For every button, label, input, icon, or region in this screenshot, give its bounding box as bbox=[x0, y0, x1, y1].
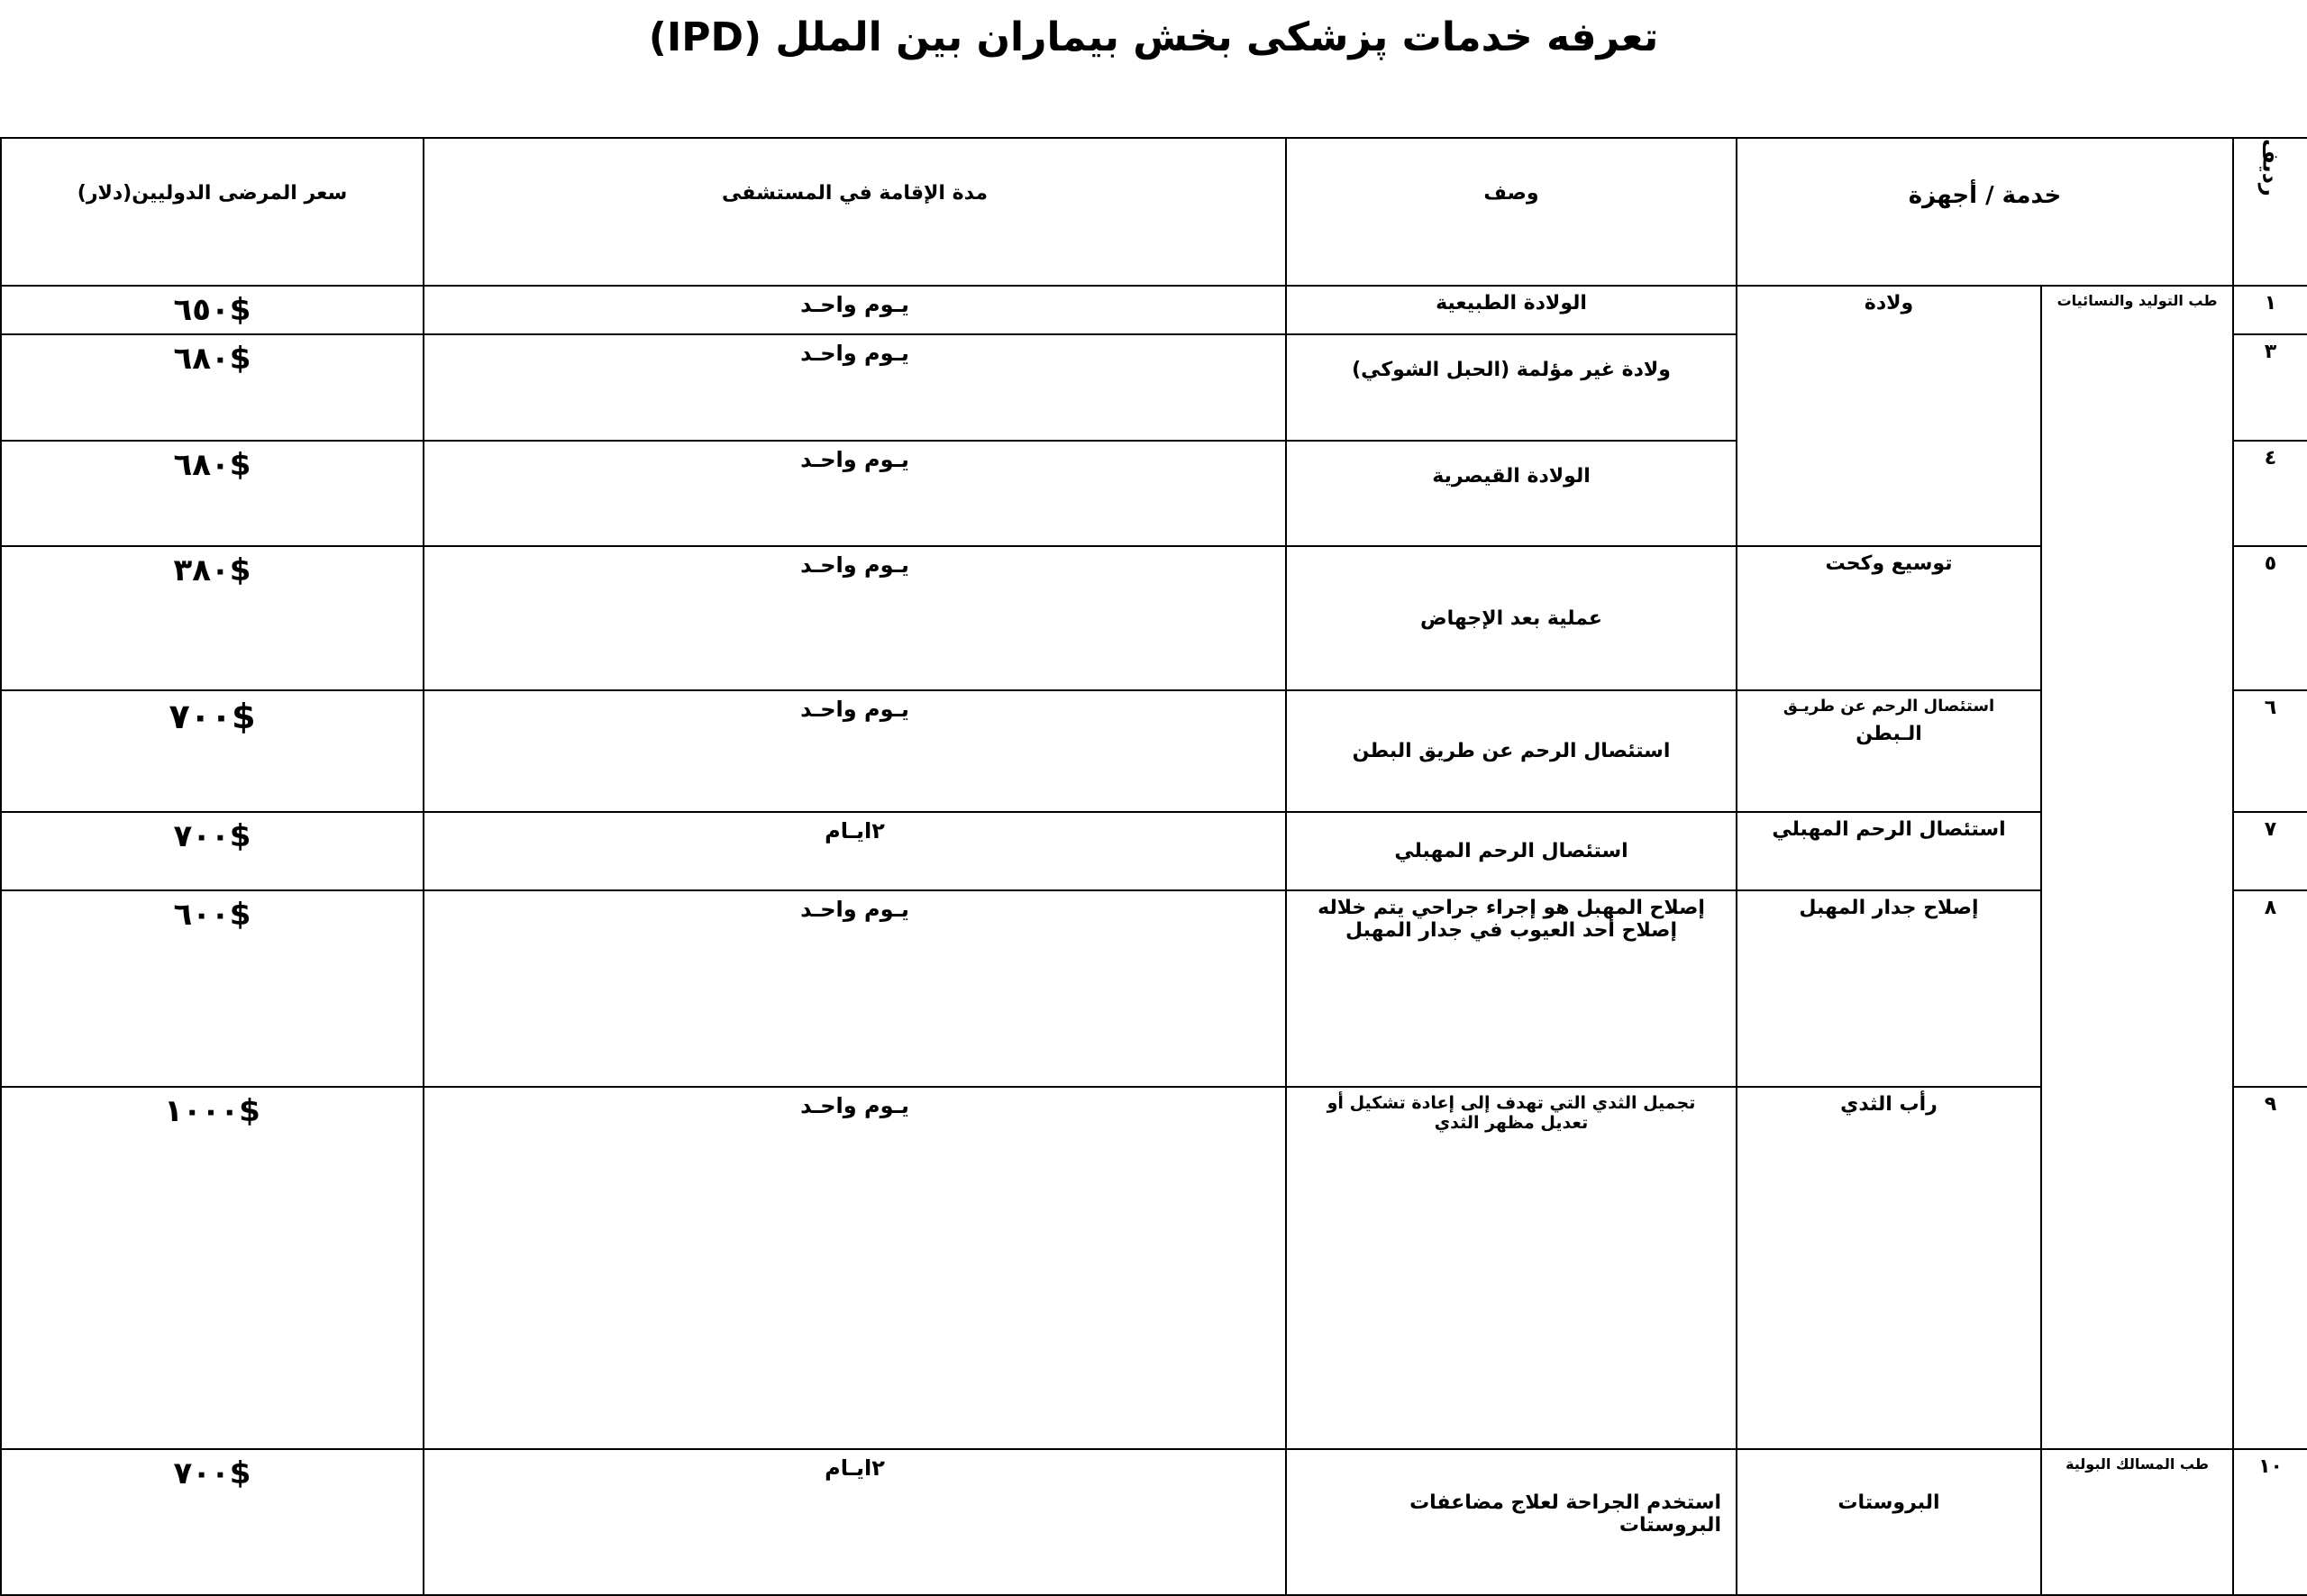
price-cell: $٦٠٠ bbox=[1, 890, 424, 1087]
row-number: ١٠ bbox=[2233, 1449, 2307, 1595]
department-obgyn: طب التوليد والنسائيات bbox=[2041, 286, 2233, 1449]
description-cell: تجميل الثدي التي تهدف إلى إعادة تشكيل أو تعديل مظهر الثدي bbox=[1286, 1087, 1737, 1449]
stay-cell: يـوم واحـد bbox=[424, 546, 1286, 690]
header-service: خدمة / أجهزة bbox=[1737, 138, 2233, 286]
price-cell: $٦٥٠ bbox=[1, 286, 424, 334]
price-cell: $١٠٠٠ bbox=[1, 1087, 424, 1449]
service-line-1: استئصال الرحم عن طريـق bbox=[1783, 697, 1995, 716]
service-cell: توسيع وكحت bbox=[1737, 546, 2041, 690]
price-cell: $٧٠٠ bbox=[1, 1449, 424, 1595]
row-number: ١ bbox=[2233, 286, 2307, 334]
page-title: تعرفه خدمات پزشکی بخش بیماران بین الملل (IPD) bbox=[648, 14, 1659, 60]
service-cell: ولادة bbox=[1737, 286, 2041, 546]
stay-cell: يـوم واحـد bbox=[424, 441, 1286, 546]
row-number: ٩ bbox=[2233, 1087, 2307, 1449]
row-number: ٧ bbox=[2233, 812, 2307, 890]
header-stay: مدة الإقامة في المستشفى bbox=[424, 138, 1286, 286]
stay-cell: ٢ايـام bbox=[424, 1449, 1286, 1595]
service-cell: رأب الثدي bbox=[1737, 1087, 2041, 1449]
description-cell: استخدم الجراحة لعلاج مضاعفات البروستات bbox=[1286, 1449, 1737, 1595]
price-cell: $٧٠٠ bbox=[1, 690, 424, 812]
service-cell: استئصال الرحم المهبلي bbox=[1737, 812, 2041, 890]
table-header-row bbox=[1, 138, 2307, 286]
department-urology: طب المسالك البولية bbox=[2041, 1449, 2233, 1595]
table-row bbox=[1, 1449, 2307, 1595]
price-cell: $٣٨٠ bbox=[1, 546, 424, 690]
description-cell: إصلاح المهبل هو إجراء جراحي يتم خلاله إصلاح أحد العيوب في جدار المهبل bbox=[1286, 890, 1737, 1087]
stay-cell: يـوم واحـد bbox=[424, 286, 1286, 334]
description-cell: الولادة الطبيعية bbox=[1286, 286, 1737, 334]
service-cell: البروستات bbox=[1737, 1449, 2041, 1595]
table-row bbox=[1, 286, 2307, 334]
tariff-table bbox=[0, 137, 2307, 1596]
header-row-number: رديف bbox=[2233, 138, 2307, 286]
description-cell: استئصال الرحم المهبلي bbox=[1286, 812, 1737, 890]
description-cell: الولادة القيصرية bbox=[1286, 441, 1737, 546]
stay-cell: يـوم واحـد bbox=[424, 1087, 1286, 1449]
service-cell: إصلاح جدار المهبل bbox=[1737, 890, 2041, 1087]
row-number: ٤ bbox=[2233, 441, 2307, 546]
header-description: وصف bbox=[1286, 138, 1737, 286]
stay-cell: يـوم واحـد bbox=[424, 334, 1286, 441]
table-row bbox=[1, 812, 2307, 890]
table-row bbox=[1, 1087, 2307, 1449]
price-cell: $٦٨٠ bbox=[1, 441, 424, 546]
description-cell: استئصال الرحم عن طريق البطن bbox=[1286, 690, 1737, 812]
description-cell: عملية بعد الإجهاض bbox=[1286, 546, 1737, 690]
row-number: ٣ bbox=[2233, 334, 2307, 441]
row-number: ٥ bbox=[2233, 546, 2307, 690]
price-cell: $٧٠٠ bbox=[1, 812, 424, 890]
stay-cell: ٢ايـام bbox=[424, 812, 1286, 890]
table-row bbox=[1, 546, 2307, 690]
service-line-2: الـبطن bbox=[1856, 723, 1922, 745]
stay-cell: يـوم واحـد bbox=[424, 890, 1286, 1087]
row-number: ٦ bbox=[2233, 690, 2307, 812]
row-number: ٨ bbox=[2233, 890, 2307, 1087]
stay-cell: يـوم واحـد bbox=[424, 690, 1286, 812]
header-price: سعر المرضى الدوليين(دلار) bbox=[1, 138, 424, 286]
table-row bbox=[1, 890, 2307, 1087]
service-cell bbox=[1737, 690, 2041, 812]
description-cell: ولادة غير مؤلمة (الحبل الشوكي) bbox=[1286, 334, 1737, 441]
table-row bbox=[1, 690, 2307, 812]
price-cell: $٦٨٠ bbox=[1, 334, 424, 441]
